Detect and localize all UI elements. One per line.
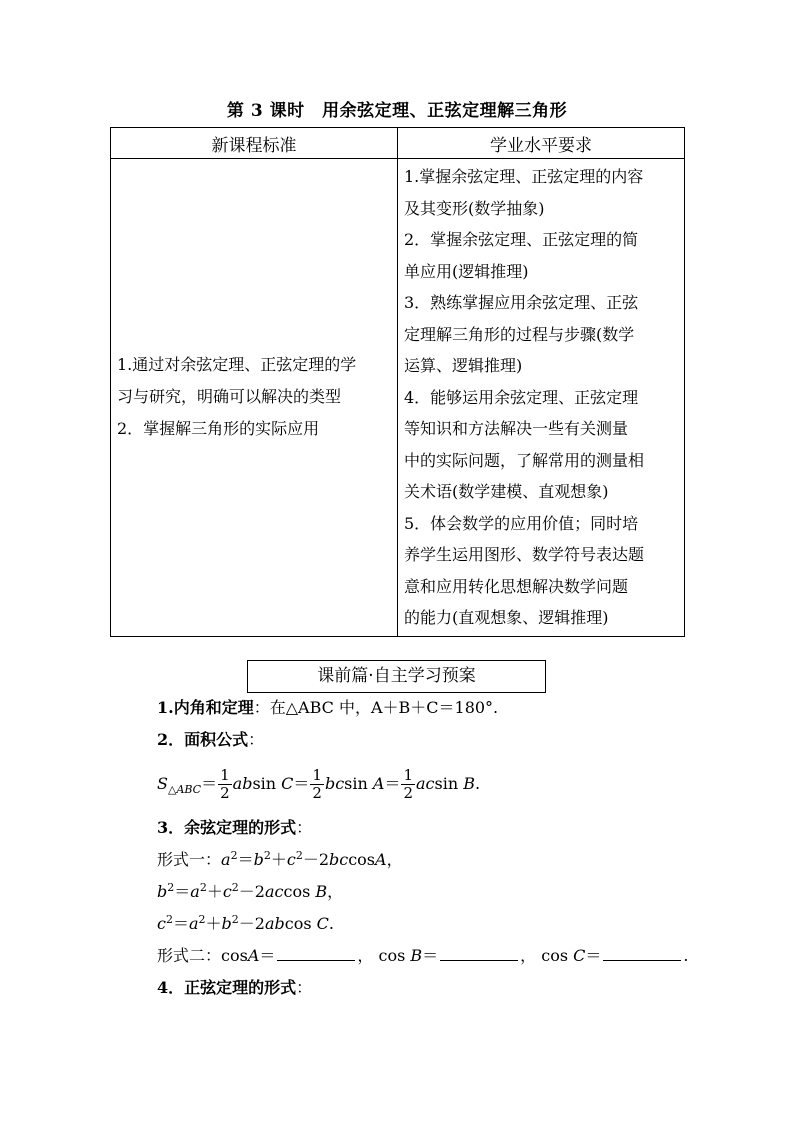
list-item: 习与研究，明确可以解决的类型 [117,387,342,407]
list-item: 的能力(直观想象、逻辑推理) [404,608,609,627]
list-item: 2．掌握解三角形的实际应用 [117,419,320,439]
list-item: 2．掌握余弦定理、正弦定理的简 [404,230,639,249]
list-item: 运算、逻辑推理) [404,356,523,375]
list-item: 5．体会数学的应用价值；同时培 [404,513,639,533]
item2-label: 2．面积公式 [157,730,249,749]
cosA-blank[interactable] [277,942,355,961]
list-item: 1.通过对余弦定理、正弦定理的学 [117,355,357,375]
table-row [111,159,685,637]
cosine-law-form1-b: $b^2=a^2+c^2-2accos$ B， [157,881,344,901]
header-new-curriculum: 新课程标准 [111,128,398,159]
list-item: 定理解三角形的过程与步骤(数学 [404,324,635,344]
area-formula-text: $S_{\triangle ABC}=$ $\frac{1}{2}$ absin C＝ $\frac{1}{2}$ bcsin A＝ $\frac{1}{2}$ acsin B. [157,765,481,802]
area-formula [157,756,697,812]
cosine-law-form1-a: 形式一：$a^2=b^2+c^2-2bccosA$， [157,849,403,869]
item4-colon: ： [296,978,313,997]
sine-law-heading [157,972,697,1004]
item3-label: 3．余弦定理的形式 [157,818,297,837]
cosB-blank[interactable] [440,942,518,961]
study-notes [157,692,697,1004]
list-item: 单应用(逻辑推理) [404,261,529,281]
section-title: 课前篇·自主学习预案 [247,660,546,693]
cosine-law-form1-c: $c^2=a^2+b^2-2abcos$ C. [157,913,334,933]
list-item: 1.掌握余弦定理、正弦定理的内容 [404,167,644,186]
list-item: 中的实际问题，了解常用的测量相 [404,450,645,470]
cosC-blank[interactable] [603,942,681,961]
form2-label: 形式二： [157,946,222,965]
area-formula-heading [157,724,697,756]
list-item: 4．能够运用余弦定理、正弦定理 [404,387,639,407]
list-item: 及其变形(数学抽象) [404,198,545,218]
item4-label: 4．正弦定理的形式 [157,978,297,997]
list-item: 意和应用转化思想解决数学问题 [404,576,629,596]
item2-colon: ： [248,730,265,749]
cosine-law-heading [157,812,697,844]
item1-text: ：在△ABC 中，A＋B＋C＝180°. [253,698,499,717]
curriculum-standards-cell [111,159,398,637]
item3-colon: ： [296,818,313,837]
cosine-law-form2: 形式二：cosA＝ ， cos B＝ ， cos C＝ . [157,940,697,972]
list-item: 3．熟练掌握应用余弦定理、正弦 [404,293,639,312]
requirements-cell [398,159,685,637]
table-header-row [111,128,685,159]
curriculum-standards-table [110,127,685,637]
list-item: 关术语(数学建模、直观想象) [404,482,609,501]
item1-label: 1.内角和定理 [157,698,254,717]
angle-sum-theorem [157,692,697,724]
form1-label: 形式一： [157,850,222,869]
list-item: 养学生运用图形、数学符号表达题 [404,545,645,564]
page-title: 第 3 课时 用余弦定理、正弦定理解三角形 [226,101,568,121]
list-item: 等知识和方法解决一些有关测量 [404,419,629,438]
header-academic-requirements: 学业水平要求 [398,128,685,159]
